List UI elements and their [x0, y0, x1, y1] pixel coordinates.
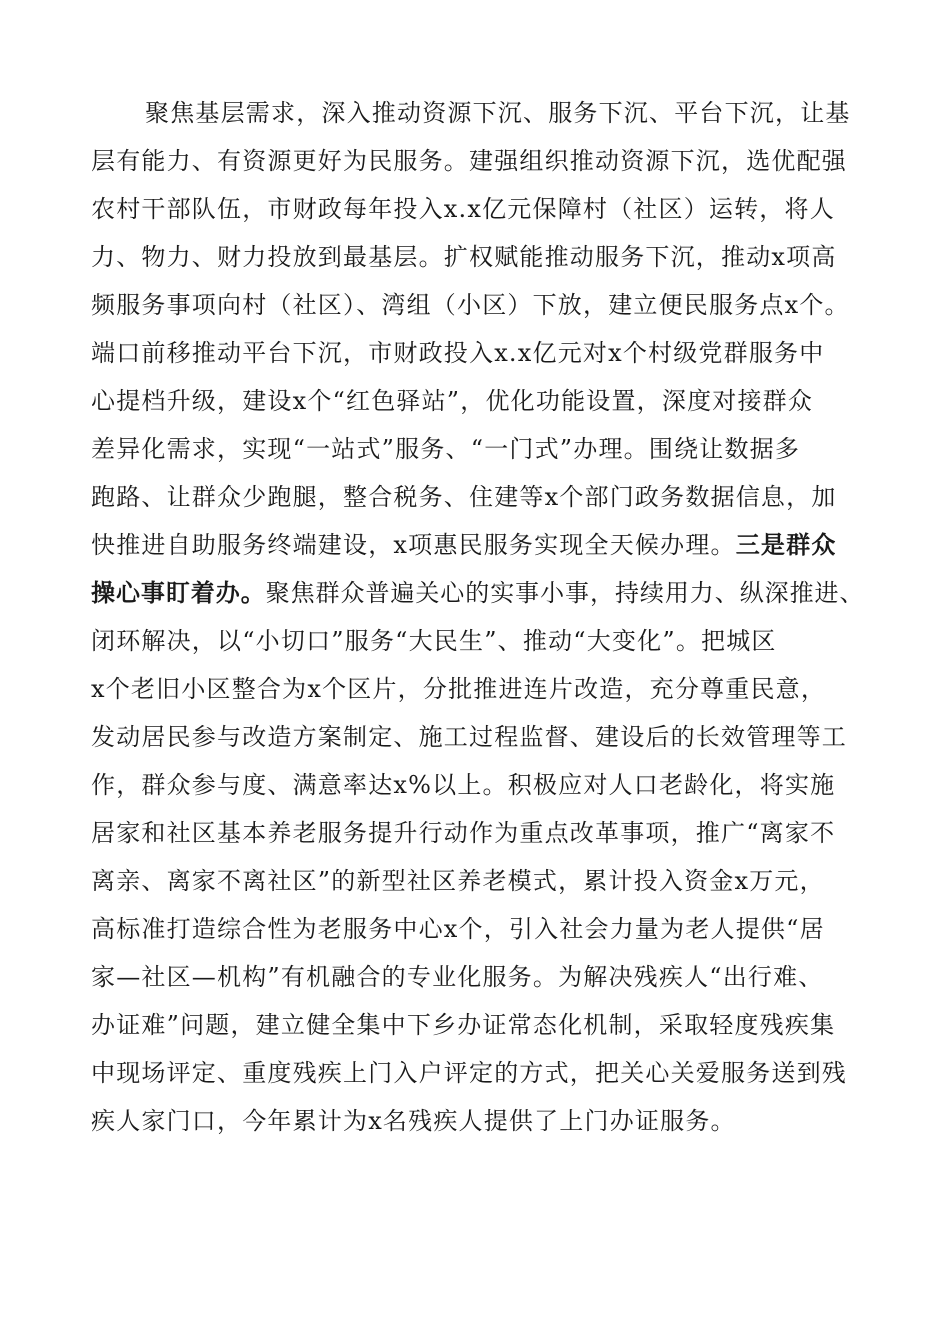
- text-line: 力、物力、财力投放到最基层。扩权赋能推动服务下沉，推动x项高: [91, 243, 837, 271]
- text-line: 聚焦基层需求，深入推动资源下沉、服务下沉、平台下沉，让基: [145, 99, 851, 127]
- text-line: 农村干部队伍，市财政每年投入x.x亿元保障村（社区）运转，将人: [91, 195, 835, 223]
- bold-heading: 操心事盯着办。: [91, 579, 266, 607]
- text-line: 居家和社区基本养老服务提升行动作为重点改革事项，推广“离家不: [91, 819, 836, 847]
- text-line: 离亲、离家不离社区”的新型社区养老模式，累计投入资金x万元，: [91, 867, 825, 895]
- text-line: 家—社区—机构”有机融合的专业化服务。为解决残疾人“出行难、: [91, 963, 824, 991]
- text-line: 中现场评定、重度残疾上门入户评定的方式，把关心关爱服务送到残: [91, 1059, 847, 1087]
- text-line: 闭环解决，以“小切口”服务“大民生”、推动“大变化”。把城区: [91, 627, 777, 655]
- text-line: 高标准打造综合性为老服务中心x个，引入社会力量为老人提供“居: [91, 915, 825, 943]
- text-line: 发动居民参与改造方案制定、施工过程监督、建设后的长效管理等工: [91, 723, 847, 751]
- text-line: x个老旧小区整合为x个区片，分批推进连片改造，充分尊重民意，: [91, 675, 827, 703]
- text-line: 操心事盯着办。聚焦群众普遍关心的实事小事，持续用力、纵深推进、: [91, 579, 865, 607]
- text-line: 频服务事项向村（社区）、湾组（小区）下放，建立便民服务点x个。: [91, 291, 850, 319]
- text-line: 差异化需求，实现“一站式”服务、“一门式”办理。围绕让数据多: [91, 435, 801, 463]
- text-line: 办证难”问题，建立健全集中下乡办证常态化机制，采取轻度残疾集: [91, 1011, 836, 1039]
- text-line: 端口前移推动平台下沉，市财政投入x.x亿元对x个村级党群服务中: [91, 339, 825, 367]
- text-line: 心提档升级，建设x个“红色驿站”，优化功能设置，深度对接群众: [91, 387, 814, 415]
- text-line: 快推进自助服务终端建设，x项惠民服务实现全天候办理。三是群众: [91, 531, 837, 559]
- text-line: 作，群众参与度、满意率达x%以上。积极应对人口老龄化，将实施: [91, 771, 836, 799]
- text-line: 跑路、让群众少跑腿，整合税务、住建等x个部门政务数据信息，加: [91, 483, 837, 511]
- text-line: 层有能力、有资源更好为民服务。建强组织推动资源下沉，选优配强: [91, 147, 847, 175]
- bold-heading: 三是群众: [735, 531, 837, 559]
- text-line: 疾人家门口，今年累计为x名残疾人提供了上门办证服务。: [91, 1107, 736, 1135]
